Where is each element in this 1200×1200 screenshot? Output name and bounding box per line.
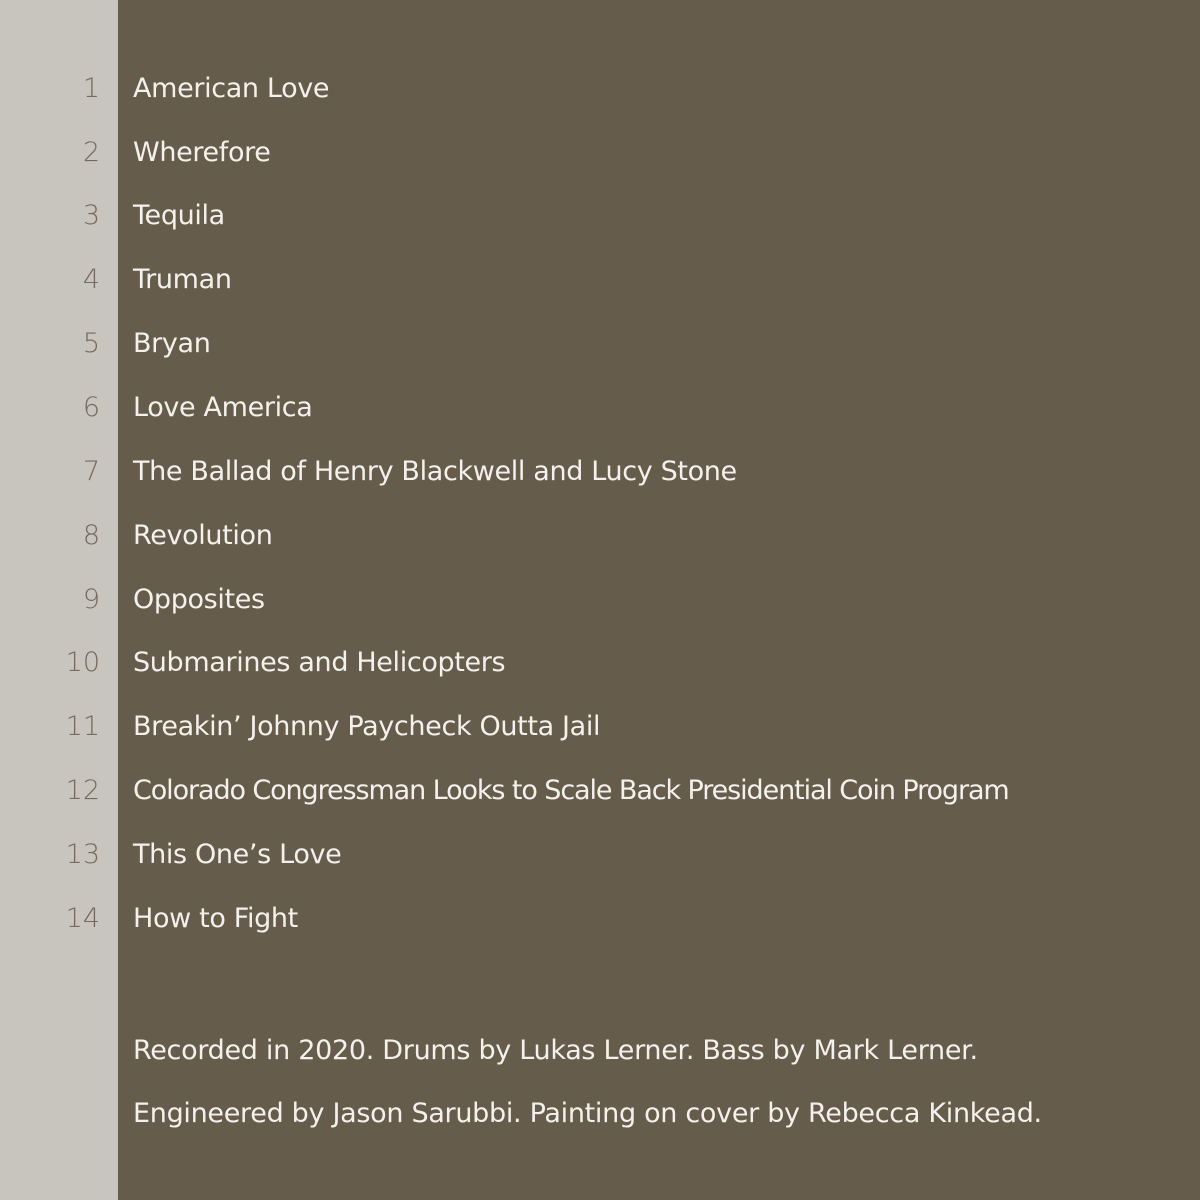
- track-row: [0, 324, 1200, 364]
- track-row: [0, 771, 1200, 811]
- track-number: 11: [65, 711, 100, 742]
- track-number: 8: [82, 520, 100, 551]
- track-number: 2: [82, 137, 100, 168]
- track-row: [0, 707, 1200, 747]
- track-number: 13: [65, 839, 100, 870]
- track-title: Colorado Congressman Looks to Scale Back Presidential Coin Program: [133, 775, 1009, 806]
- track-row: [0, 196, 1200, 236]
- track-row: [0, 388, 1200, 428]
- track-title: Truman: [133, 264, 232, 295]
- track-title: Submarines and Helicopters: [133, 647, 506, 678]
- track-title: Wherefore: [133, 137, 271, 168]
- track-title: Love America: [133, 392, 313, 423]
- track-title: Breakin’ Johnny Paycheck Outta Jail: [133, 711, 601, 742]
- credits-line-2: Engineered by Jason Sarubbi. Painting on cover by Rebecca Kinkead.: [133, 1098, 1042, 1129]
- track-title: Revolution: [133, 520, 273, 551]
- track-title: Bryan: [133, 328, 211, 359]
- track-number: 12: [65, 775, 100, 806]
- track-title: The Ballad of Henry Blackwell and Lucy Stone: [133, 456, 737, 487]
- track-number: 10: [65, 647, 100, 678]
- track-title: Tequila: [133, 200, 225, 231]
- track-row: [0, 899, 1200, 939]
- track-row: [0, 580, 1200, 620]
- track-title: Opposites: [133, 584, 265, 615]
- track-row: [0, 643, 1200, 683]
- track-row: [0, 452, 1200, 492]
- track-number: 7: [82, 456, 100, 487]
- track-number: 4: [82, 264, 100, 295]
- track-row: [0, 835, 1200, 875]
- track-row: [0, 69, 1200, 109]
- track-row: [0, 133, 1200, 173]
- track-row: [0, 516, 1200, 556]
- track-title: This One’s Love: [133, 839, 342, 870]
- track-number: 14: [65, 903, 100, 934]
- track-number: 6: [82, 392, 100, 423]
- track-number: 9: [82, 584, 100, 615]
- credits-line-1: Recorded in 2020. Drums by Lukas Lerner. Bass by Mark Lerner.: [133, 1035, 978, 1066]
- track-title: How to Fight: [133, 903, 298, 934]
- track-number: 3: [82, 200, 100, 231]
- track-number: 5: [82, 328, 100, 359]
- track-row: [0, 260, 1200, 300]
- track-title: American Love: [133, 73, 330, 104]
- track-number: 1: [82, 73, 100, 104]
